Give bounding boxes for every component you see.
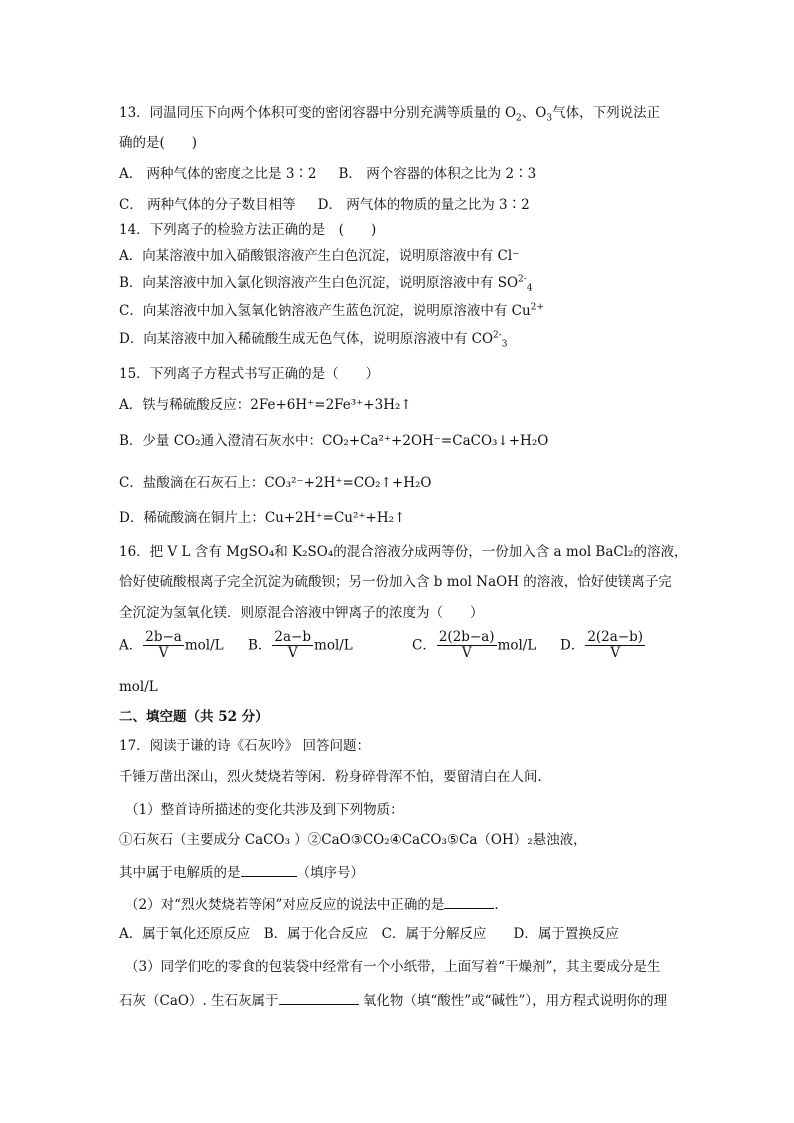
q14-option-d: D．向某溶液中加入稀硫酸生成无色气体，说明原溶液中有 $CO^{2-}_3$ <box>119 330 508 350</box>
q14-option-b: B．向某溶液中加入氯化钡溶液产生白色沉淀，说明原溶液中有 $SO^{2-}_4$ <box>119 274 533 294</box>
q13-option-b: B． 两个容器的体积之比为 2∶3 <box>338 166 537 182</box>
q15-option-c: C．盐酸滴在石灰石上：CO₃²⁻+2H⁺=CO₂↑+H₂O <box>119 475 432 491</box>
q16-option-b: B． $\frac{2a-b}{V}$ mol/L <box>248 629 353 661</box>
q14-option-c: C．向某溶液中加入氢氧化钠溶液产生蓝色沉淀，说明原溶液中有 $Cu^{2+}$ <box>119 302 544 319</box>
q13-stem-line1: 13．同温同压下向两个体积可变的密闭容器中分别充满等质量的 $O_2$、$O_3$气体，下列说法正 <box>119 105 661 124</box>
fraction-b: $\frac{2a-b}{V}$ <box>274 629 312 661</box>
q15-option-d: D．稀硫酸滴在铜片上：Cu+2H⁺=Cu²⁺+H₂↑ <box>119 510 406 526</box>
q17-part1-question: 其中属于电解质的是 （填序号） <box>119 862 364 882</box>
q16-stem-line1: 16．把 V L 含有 MgSO₄和 K₂SO₄的混合溶液分成两等份，一份加入含 a mol BaCl₂的溶液， <box>119 544 688 560</box>
q14-stem: 14．下列离子的检验方法正确的是 ( ) <box>119 222 377 238</box>
q16-option-a: A． $\frac{2b-a}{V}$ mol/L <box>119 629 224 661</box>
answer-blank-1[interactable] <box>241 862 297 877</box>
q16-option-d-unit: mol/L <box>119 679 158 695</box>
q15-option-a: A．铁与稀硫酸反应：2Fe+6H⁺=2Fe³⁺+3H₂↑ <box>119 397 412 413</box>
q17-part2: （2）对“烈火焚烧若等闲”对应反应的说法中正确的是 ． <box>125 894 508 914</box>
q16-option-c: C． $\frac{2(2b-a)}{V}$ mol/L <box>412 629 537 661</box>
section-title: 二、填空题（共 52 分） <box>119 709 269 725</box>
q13-option-c: C． 两种气体的分子数目相等 <box>119 197 296 213</box>
q16-stem-line2: 恰好使硫酸根离子完全沉淀为硫酸钡；另一份加入含 b mol NaOH 的溶液，恰好使镁离子完 <box>119 574 672 590</box>
q13-option-d: D． 两气体的物质的量之比为 3∶2 <box>317 197 530 213</box>
fraction-c: $\frac{2(2b-a)}{V}$ <box>438 629 495 661</box>
q15-option-b: B．少量 CO₂通入澄清石灰水中：CO₂+Ca²⁺+2OH⁻=CaCO₃↓+H₂O <box>119 433 549 449</box>
q13-stem-line2: 确的是( ) <box>119 135 198 151</box>
q17-part3-line1: （3）同学们吃的零食的包装袋中经常有一个小纸带，上面写着“干燥剂”，其主要成分是生 <box>125 959 661 975</box>
q14-option-a: A．向某溶液中加入硝酸银溶液产生白色沉淀，说明原溶液中有 Cl⁻ <box>119 248 520 264</box>
q13-options-ab <box>119 165 536 183</box>
q15-stem: 15．下列离子方程式书写正确的是（ ） <box>119 366 380 382</box>
fraction-d: $\frac{2(2a-b)}{V}$ <box>587 629 644 661</box>
fraction-a: $\frac{2b-a}{V}$ <box>145 629 182 661</box>
q17-part3-line2: 石灰（CaO）. 生石灰属于 氧化物（填“酸性”或“碱性”），用方程式说明你的理 <box>119 990 667 1010</box>
answer-blank-2[interactable] <box>444 894 494 909</box>
q17-stem: 17．阅读于谦的诗《石灰吟》 回答问题： <box>119 738 370 754</box>
q17-part1: （1）整首诗所描述的变化共涉及到下列物质： <box>125 802 404 818</box>
answer-blank-3[interactable] <box>279 990 359 1005</box>
q16-stem-line3: 全沉淀为氢氧化镁．则原混合溶液中钾离子的浓度为（ ） <box>119 605 484 621</box>
q17-poem: 千锤万凿出深山，烈火焚烧若等闲．粉身碎骨浑不怕，要留清白在人间． <box>119 769 551 785</box>
q13-options-cd <box>119 196 530 214</box>
q16-option-d: D． $\frac{2(2a-b)}{V}$ <box>560 629 644 661</box>
q17-part2-options: A．属于氧化还原反应 B．属于化合反应 C．属于分解反应 D．属于置换反应 <box>119 926 619 942</box>
q13-option-a: A． 两种气体的密度之比是 3∶2 <box>119 166 317 182</box>
q17-part1-items: ①石灰石（主要成分 CaCO₃ ）②CaO③CO₂④CaCO₃⑤Ca（OH）₂悬浊液， <box>119 832 587 848</box>
